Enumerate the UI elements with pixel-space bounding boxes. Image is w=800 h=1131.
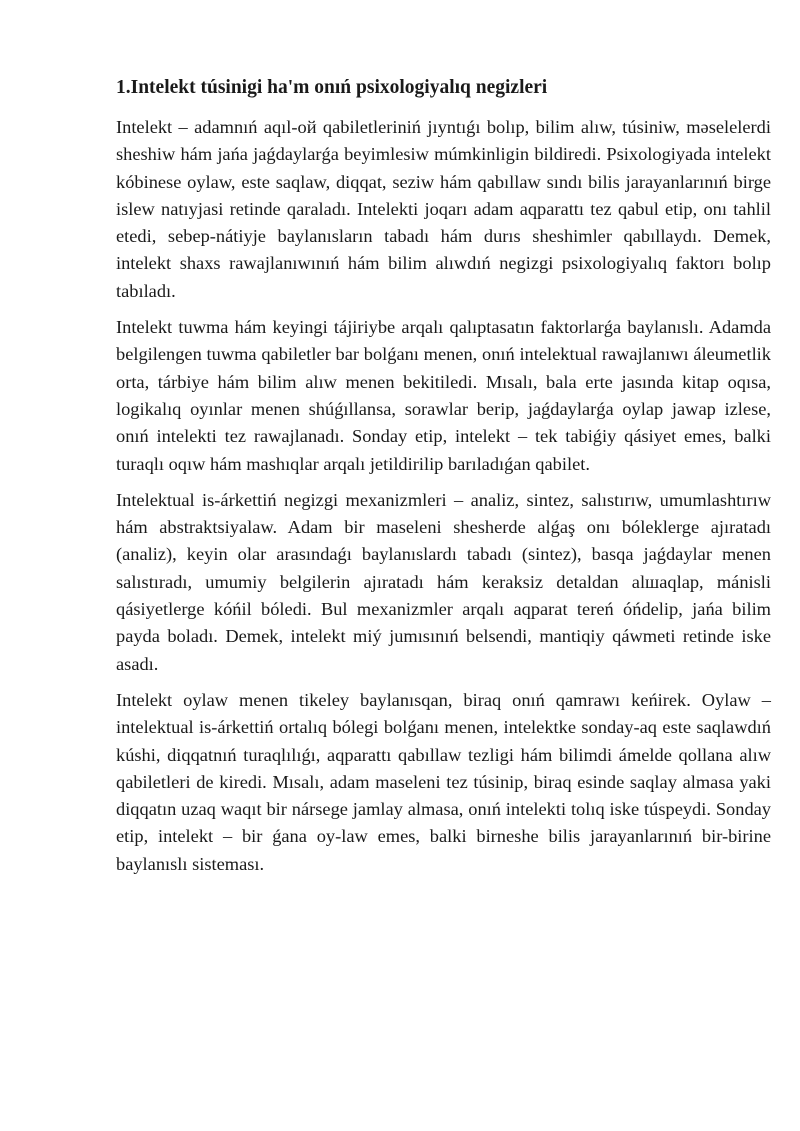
- paragraph-4: Intelekt oylaw menen tikeley baylanısqan, biraq onıń qamrawı keńirek. Oylaw – intelektual is-árkettiń ortalıq bólegi bolǵanı menen, intelektke sonday-aq este saqlawdıń kúshi, diqqatnıń turaqlılıǵı, aqparattı qabıllaw tezligi hám bilimdi ámelde qollana alıw qabiletleri de kiredi. Mısalı, adam maseleni tez túsinip, biraq esinde saqlay almasa yaki diqqatın uzaq waqıt bir nársege jamlay almasa, onıń intelekti tolıq iske túspeydi. Sonday etip, intelekt – bir ǵana oy-law emes, balki birneshe bilis jarayanlarınıń bir-birine baylanıslı sisteması.: [116, 689, 771, 874]
- paragraph-1: Intelekt – adamnıń aqıl-oй qabiletleriniń jıyntıǵı bolıp, bilim alıw, túsiniw, məselelerdi sheshiw hám jańa jaǵdaylarǵa beyimlesiw múmkinligin bildiredi. Psixologiyada intelekt kóbinese oylaw, este saqlaw, diqqat, seziw hám qabıllaw sındı bilis jarayanlarınıń birge islew natıyjasi retinde qaraladı. Intelekti joqarı adam aqparattı tez qabul etip, onı tahlil etedi, sebep-nátiyje baylanısların tabadı hám durıs sheshimler qabıllaydı. Demek, intelekt shaxs rawajlanıwınıń hám bilim alıwdıń negizgi psixologiyalıq faktorı bolıp tabıladı.: [116, 117, 771, 301]
- document-page: [116, 74, 771, 887]
- paragraph-3: Intelektual is-árkettiń negizgi mexanizmleri – analiz, sintez, salıstırıw, umumlashtırıw hám abstraktsiyalaw. Adam bir maseleni shesherde alǵaş onı bóleklerge ajıratadı (analiz), keyin olar arasındaǵı baylanıslardı tabadı (sintez), basqa jaǵdaylar menen salıstıradı, umumiy belgilerin ajıratadı hám keraksiz detaldan alшaqlap, mánisli qásiyetlerge kóńil bóledi. Bul mexanizmler arqalı aqparat tereń óńdelip, jańa bilim payda boladı. Demek, intelekt miý jumısınıń belsendi, mantiqiy qáwmeti retinde iske asadı.: [116, 489, 771, 674]
- section-heading: 1.Intelekt túsinigi ha'm onıń psixologiyalıq negizleri: [116, 77, 548, 98]
- paragraph-2: Intelekt tuwma hám keyingi tájiriybe arqalı qalıptasatın faktorlarǵa baylanıslı. Adamda belgilengen tuwma qabiletler bar bolǵanı menen, onıń intelektual rawajlanıwı áleumetlik orta, tárbiye hám bilim alıw menen bekitiledi. Mısalı, bala erte jasında kitap oqısa, logikalıq oyınlar menen shúǵıllansa, sorawlar berip, jaǵdaylarǵa oylap jawap izlese, onıń intelekti tez rawajlanadı. Sonday etip, intelekt – tek tabiǵiy qásiyet emes, balki turaqlı oqıw hám mashıqlar arqalı jetildirilip barıladıǵan qabilet.: [116, 317, 771, 474]
